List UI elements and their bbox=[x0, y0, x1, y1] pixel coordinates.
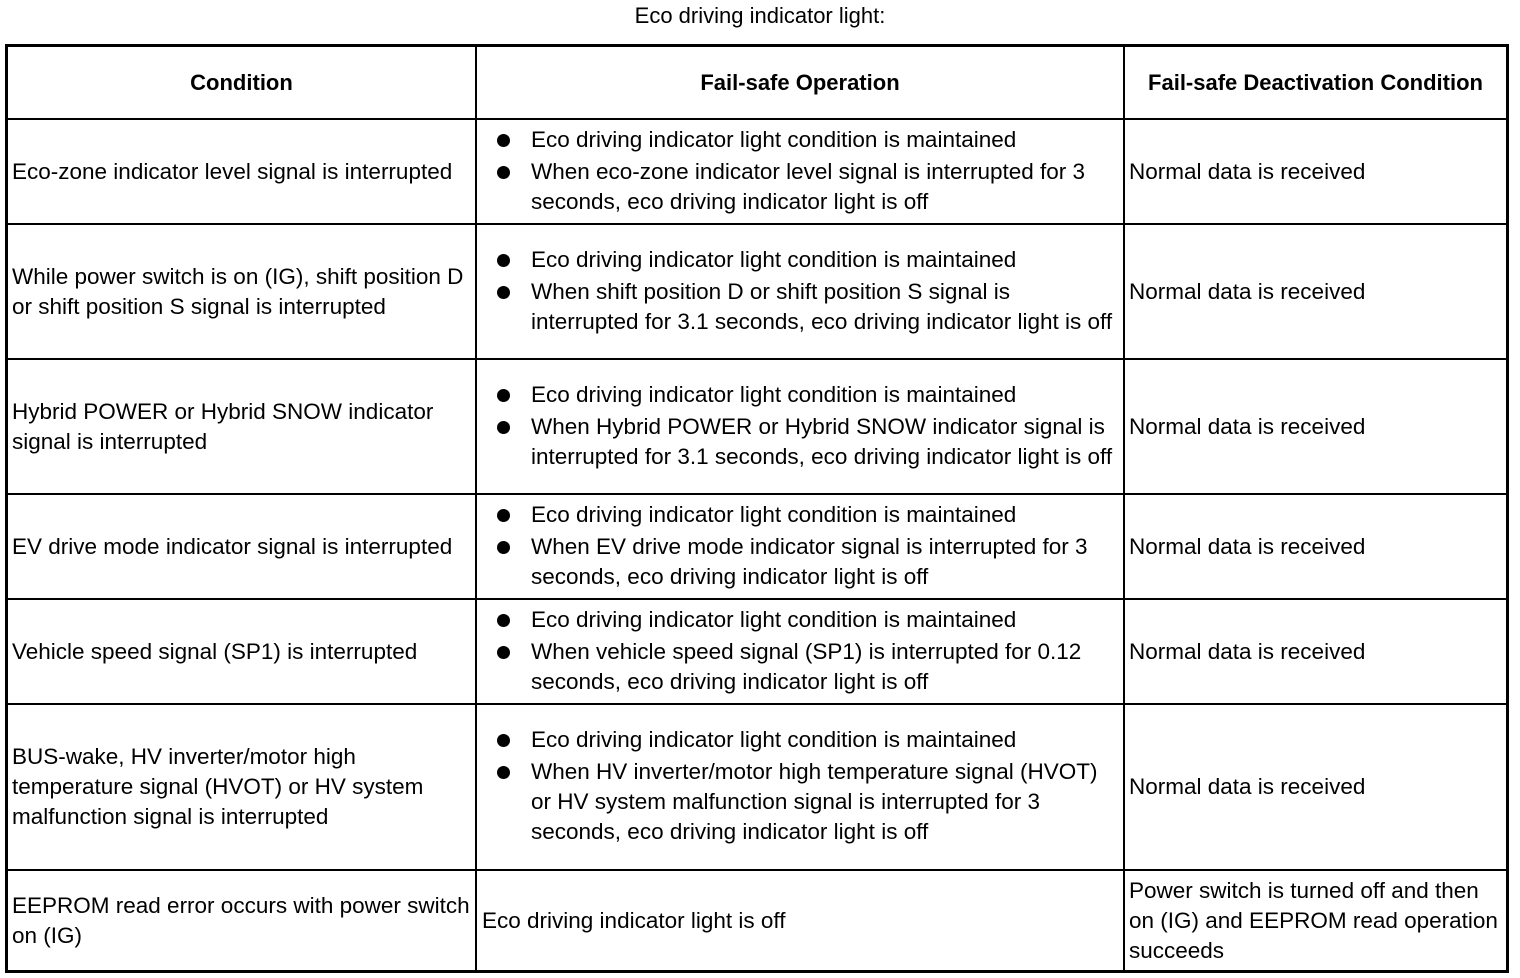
table-header-row bbox=[8, 47, 1506, 119]
header-condition: Condition bbox=[8, 47, 476, 119]
operation-bullet: Eco driving indicator light condition is maintained bbox=[531, 380, 1119, 410]
condition-cell: Hybrid POWER or Hybrid SNOW indicator signal is interrupted bbox=[8, 359, 476, 494]
deactivation-cell: Normal data is received bbox=[1124, 599, 1506, 704]
operation-bullet: Eco driving indicator light condition is maintained bbox=[531, 605, 1119, 635]
operation-bullet: When Hybrid POWER or Hybrid SNOW indicator signal is interrupted for 3.1 seconds, eco driving indicator light is off bbox=[531, 412, 1119, 472]
operation-cell: Eco driving indicator light is off bbox=[476, 870, 1124, 970]
header-failsafe-deactivation: Fail-safe Deactivation Condition bbox=[1124, 47, 1506, 119]
operation-bullet: When HV inverter/motor high temperature signal (HVOT) or HV system malfunction signal is interrupted for 3 seconds, eco driving indicator light is off bbox=[531, 757, 1119, 847]
deactivation-cell: Normal data is received bbox=[1124, 494, 1506, 599]
table-row bbox=[8, 224, 1506, 359]
operation-cell bbox=[476, 119, 1124, 224]
operation-cell bbox=[476, 494, 1124, 599]
table-row bbox=[8, 119, 1506, 224]
condition-cell: Eco-zone indicator level signal is interrupted bbox=[8, 119, 476, 224]
operation-cell bbox=[476, 224, 1124, 359]
condition-cell: While power switch is on (IG), shift position D or shift position S signal is interrupted bbox=[8, 224, 476, 359]
table-row bbox=[8, 494, 1506, 599]
operation-bullet: Eco driving indicator light condition is maintained bbox=[531, 500, 1119, 530]
operation-cell bbox=[476, 599, 1124, 704]
operation-bullet: When eco-zone indicator level signal is interrupted for 3 seconds, eco driving indicator light is off bbox=[531, 157, 1119, 217]
deactivation-cell: Normal data is received bbox=[1124, 119, 1506, 224]
failsafe-table bbox=[8, 47, 1506, 970]
operation-bullet: Eco driving indicator light condition is maintained bbox=[531, 125, 1119, 155]
deactivation-cell: Normal data is received bbox=[1124, 224, 1506, 359]
table-row bbox=[8, 599, 1506, 704]
deactivation-cell: Power switch is turned off and then on (IG) and EEPROM read operation succeeds bbox=[1124, 870, 1506, 970]
deactivation-cell: Normal data is received bbox=[1124, 359, 1506, 494]
failsafe-table-frame bbox=[5, 44, 1509, 973]
table-row bbox=[8, 359, 1506, 494]
condition-cell: EV drive mode indicator signal is interrupted bbox=[8, 494, 476, 599]
operation-bullet: When vehicle speed signal (SP1) is interrupted for 0.12 seconds, eco driving indicator light is off bbox=[531, 637, 1119, 697]
table-row bbox=[8, 870, 1506, 970]
condition-cell: Vehicle speed signal (SP1) is interrupted bbox=[8, 599, 476, 704]
operation-bullet: Eco driving indicator light condition is maintained bbox=[531, 245, 1119, 275]
operation-bullet: Eco driving indicator light condition is maintained bbox=[531, 725, 1119, 755]
table-row bbox=[8, 704, 1506, 870]
header-failsafe-operation: Fail-safe Operation bbox=[476, 47, 1124, 119]
operation-bullet: When shift position D or shift position S signal is interrupted for 3.1 seconds, eco driving indicator light is off bbox=[531, 277, 1119, 337]
table-caption: Eco driving indicator light: bbox=[634, 3, 886, 28]
condition-cell: BUS-wake, HV inverter/motor high temperature signal (HVOT) or HV system malfunction signal is interrupted bbox=[8, 704, 476, 870]
operation-cell bbox=[476, 359, 1124, 494]
operation-cell bbox=[476, 704, 1124, 870]
condition-cell: EEPROM read error occurs with power switch on (IG) bbox=[8, 870, 476, 970]
deactivation-cell: Normal data is received bbox=[1124, 704, 1506, 870]
operation-bullet: When EV drive mode indicator signal is interrupted for 3 seconds, eco driving indicator light is off bbox=[531, 532, 1119, 592]
